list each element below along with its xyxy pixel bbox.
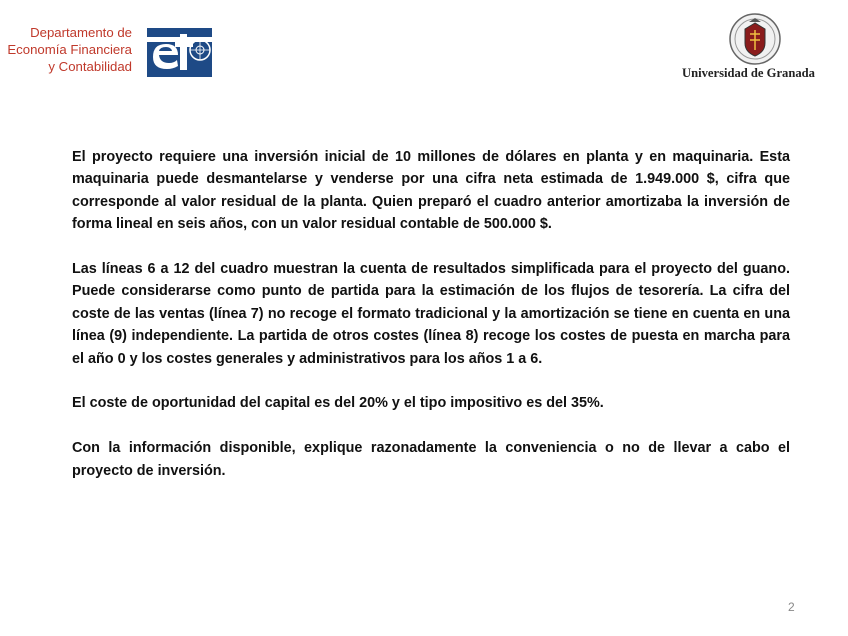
department-line-3: y Contabilidad [48, 59, 132, 74]
page-number: 2 [788, 600, 795, 614]
main-text [72, 146, 790, 504]
department-line-1: Departamento de [30, 25, 132, 40]
et-logo-icon [147, 20, 212, 77]
paragraph-income-statement: Las líneas 6 a 12 del cuadro muestran la cuenta de resultados simplificada para el proyecto del guano. Puede considerarse como punto de partida para la estimación de los flujos de tesorería. La cifra del coste de las ventas (línea 7) no recoge el formato tradicional y la amortización se tiene en cuenta en una línea (9) independiente. La partida de otros costes (línea 8) recoge los costes de puesta en marcha para el año 0 y los costes generales y administrativos para los años 1 a 6. [72, 261, 790, 367]
department-name [4, 24, 132, 75]
university-name: Universidad de Granada [682, 66, 815, 80]
paragraph-investment: El proyecto requiere una inversión inicial de 10 millones de dólares en planta y en maquinaria. Esta maquinaria puede desmantelarse y venderse por una cifra neta estimada de 1.949.000 $, cifra que corresponde al valor residual de la planta. Quien preparó el cuadro anterior amortizaba la inversión de forma lineal en seis años, con un valor residual contable de 500.000 $. [72, 149, 790, 233]
paragraph-cost-of-capital: El coste de oportunidad del capital es del 20% y el tipo impositivo es del 35%. [72, 395, 604, 412]
paragraph-question: Con la información disponible, explique razonadamente la conveniencia o no de llevar a cabo el proyecto de inversión. [72, 440, 790, 479]
university-crest-icon [724, 12, 786, 66]
department-line-2: Economía Financiera [7, 42, 132, 57]
